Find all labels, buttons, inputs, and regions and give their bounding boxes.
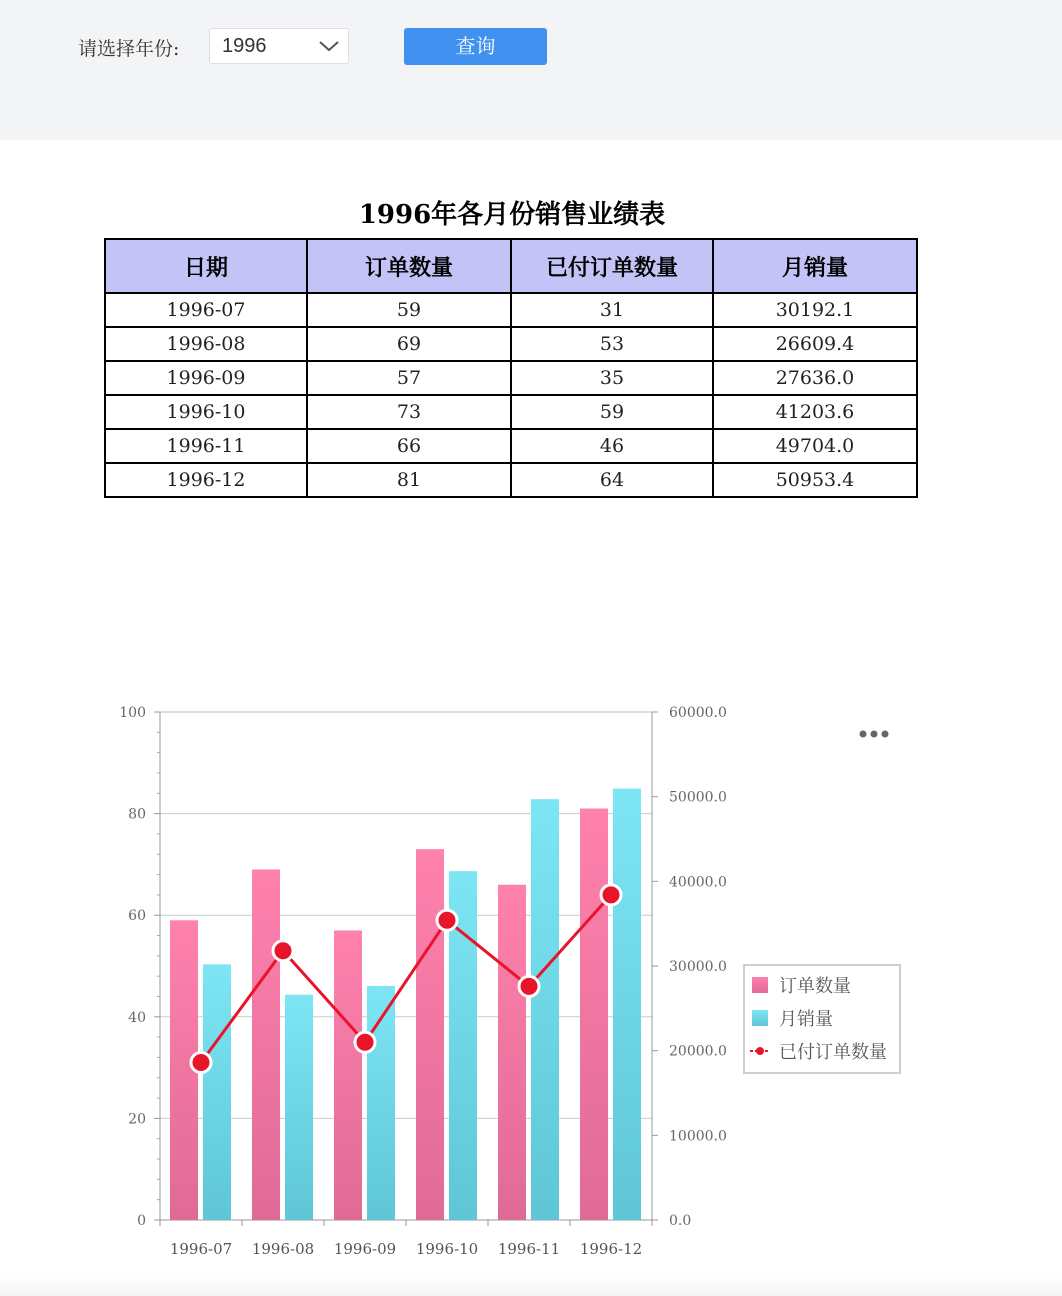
bar-monthly-sales	[203, 964, 231, 1220]
sales-chart	[0, 690, 1062, 1280]
legend-swatch-orders	[752, 977, 768, 993]
cell-date: 1996-12	[105, 463, 307, 497]
cell-monthly-sales: 50953.4	[713, 463, 917, 497]
right-axis-tick-label: 50000.0	[669, 789, 727, 806]
bar-orders	[416, 849, 444, 1220]
cell-orders: 59	[307, 293, 511, 327]
legend-swatch-monthly-sales	[752, 1010, 768, 1026]
cell-paid-orders: 35	[511, 361, 713, 395]
table-header-row	[105, 239, 917, 293]
table-row	[105, 361, 917, 395]
column-header-date: 日期	[105, 239, 307, 293]
more-dots-icon[interactable]	[858, 728, 890, 740]
cell-date: 1996-08	[105, 327, 307, 361]
right-axis-tick-label: 60000.0	[669, 705, 727, 721]
cell-monthly-sales: 49704.0	[713, 429, 917, 463]
chevron-down-icon	[318, 37, 340, 55]
bar-orders	[252, 869, 280, 1220]
cell-paid-orders: 59	[511, 395, 713, 429]
bar-monthly-sales	[367, 986, 395, 1220]
legend-label: 月销量	[779, 1009, 833, 1030]
cell-paid-orders: 31	[511, 293, 713, 327]
point-paid-orders	[355, 1032, 375, 1052]
x-axis-tick-label: 1996-09	[333, 1240, 397, 1258]
cell-monthly-sales: 30192.1	[713, 293, 917, 327]
table-row	[105, 429, 917, 463]
cell-date: 1996-07	[105, 293, 307, 327]
bar-monthly-sales	[531, 799, 559, 1220]
right-axis-tick-label: 0.0	[669, 1213, 692, 1229]
left-axis-tick-label: 40	[128, 1009, 146, 1026]
point-paid-orders	[191, 1053, 211, 1073]
table-row	[105, 327, 917, 361]
left-axis-tick-label: 60	[128, 908, 146, 925]
chart-area	[0, 690, 1062, 1280]
left-axis-tick-label: 0	[137, 1213, 146, 1229]
cell-date: 1996-10	[105, 395, 307, 429]
table-row	[105, 463, 917, 497]
year-select[interactable]	[209, 28, 349, 64]
cell-monthly-sales: 27636.0	[713, 361, 917, 395]
bar-orders	[498, 885, 526, 1220]
x-axis-tick-label: 1996-10	[415, 1240, 479, 1258]
legend-label: 订单数量	[779, 976, 851, 997]
cell-monthly-sales: 41203.6	[713, 395, 917, 429]
x-axis-tick-label: 1996-11	[497, 1240, 561, 1258]
cell-paid-orders: 64	[511, 463, 713, 497]
year-select-label: 请选择年份:	[78, 38, 180, 60]
cell-orders: 66	[307, 429, 511, 463]
right-axis-tick-label: 10000.0	[669, 1128, 727, 1145]
bottom-divider	[0, 1276, 1062, 1296]
column-header-paid-orders: 已付订单数量	[511, 239, 713, 293]
x-axis-tick-label: 1996-07	[169, 1240, 233, 1258]
right-axis-tick-label: 30000.0	[669, 959, 727, 975]
column-header-monthly-sales: 月销量	[713, 239, 917, 293]
left-axis-tick-label: 80	[128, 806, 146, 823]
point-paid-orders	[273, 941, 293, 961]
bar-monthly-sales	[613, 789, 641, 1220]
left-axis-tick-label: 20	[128, 1111, 146, 1128]
query-button[interactable]: 查询	[404, 28, 547, 65]
toolbar	[0, 0, 1062, 140]
cell-orders: 73	[307, 395, 511, 429]
column-header-orders: 订单数量	[307, 239, 511, 293]
cell-orders: 69	[307, 327, 511, 361]
cell-paid-orders: 46	[511, 429, 713, 463]
bar-monthly-sales	[285, 995, 313, 1220]
legend-label: 已付订单数量	[779, 1042, 887, 1063]
point-paid-orders	[601, 885, 621, 905]
table-row	[105, 293, 917, 327]
point-paid-orders	[437, 910, 457, 930]
cell-paid-orders: 53	[511, 327, 713, 361]
sales-table	[104, 238, 918, 498]
cell-orders: 81	[307, 463, 511, 497]
report-title: 1996年各月份销售业绩表	[358, 200, 666, 230]
table-row	[105, 395, 917, 429]
cell-orders: 57	[307, 361, 511, 395]
legend-swatch-paid-point	[756, 1047, 764, 1055]
point-paid-orders	[519, 976, 539, 996]
x-axis-tick-label: 1996-12	[579, 1240, 643, 1258]
left-axis-tick-label: 100	[119, 705, 146, 721]
bar-orders	[580, 809, 608, 1220]
right-axis-tick-label: 20000.0	[669, 1043, 727, 1060]
x-axis-tick-label: 1996-08	[251, 1240, 315, 1258]
cell-date: 1996-09	[105, 361, 307, 395]
cell-date: 1996-11	[105, 429, 307, 463]
right-axis-tick-label: 40000.0	[669, 874, 727, 891]
bar-orders	[334, 930, 362, 1220]
cell-monthly-sales: 26609.4	[713, 327, 917, 361]
year-select-value: 1996	[222, 35, 267, 57]
